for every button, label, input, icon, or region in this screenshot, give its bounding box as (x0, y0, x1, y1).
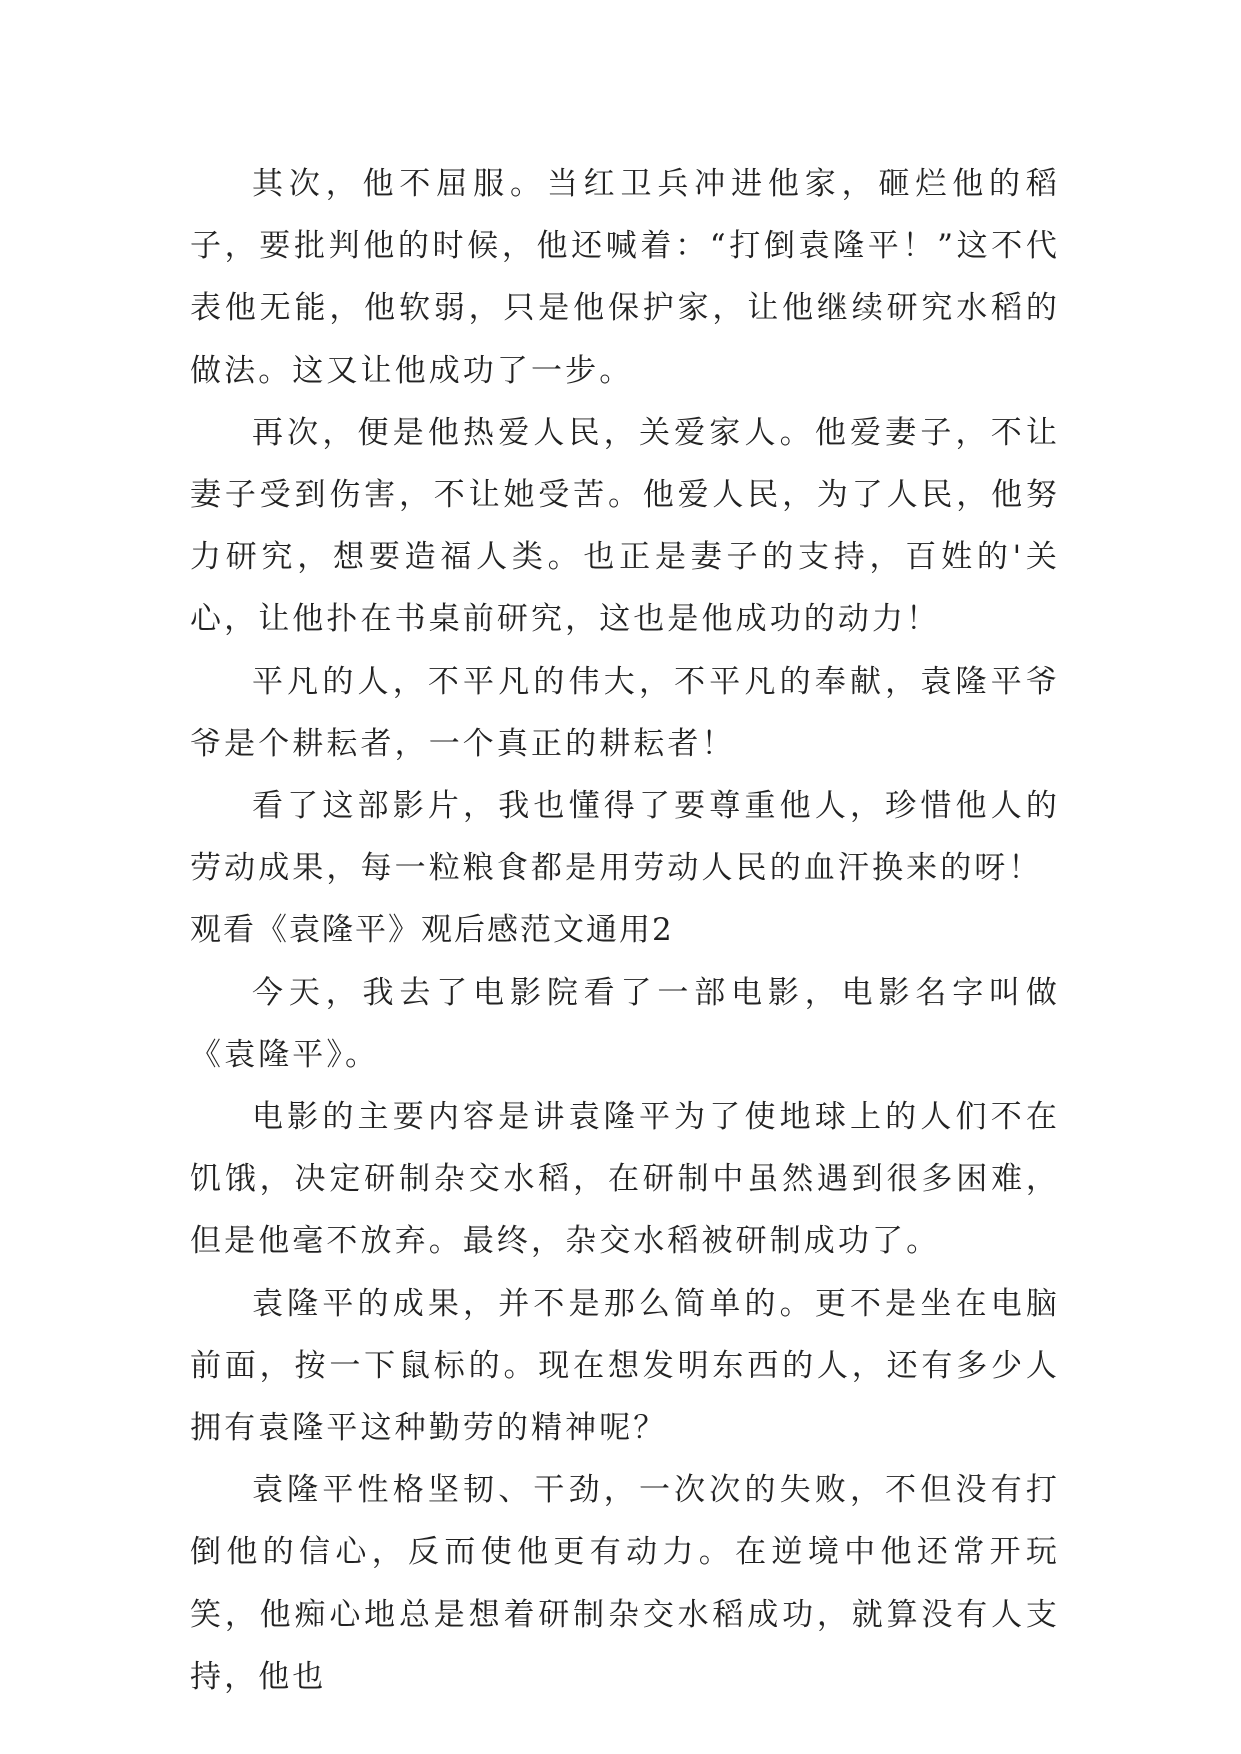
paragraph-ordinary-greatness: 平凡的人，不平凡的伟大，不平凡的奉献，袁隆平爷爷是个耕耘者，一个真正的耕耘者！ (190, 663, 1060, 762)
paragraph-perseverance: 其次，他不屈服。当红卫兵冲进他家，砸烂他的稻子，要批判他的时候，他还喊着：“打倒袁隆平！”这不代表他无能，他软弱，只是他保护家，让他继续研究水稻的做法。这又让他成功了一步。 (190, 166, 1060, 389)
paragraph-love-for-people: 再次，便是他热爱人民，关爱家人。他爱妻子，不让妻子受到伤害，不让她受苦。他爱人民，为了人民，他努力研究，想要造福人类。也正是妻子的支持，百姓的'关心，让他扑在书桌前研究，这也是他成功的动力！ (190, 414, 1060, 638)
paragraph-reflection: 看了这部影片，我也懂得了要尊重他人，珍惜他人的劳动成果，每一粒粮食都是用劳动人民的血汗换来的呀！ (190, 788, 1060, 887)
section-heading: 观看《袁隆平》观后感范文通用2 (190, 912, 674, 949)
paragraph-achievement: 袁隆平的成果，并不是那么简单的。更不是坐在电脑前面，按一下鼠标的。现在想发明东西的人，还有多少人拥有袁隆平这种勤劳的精神呢？ (190, 1285, 1060, 1447)
paragraph-cinema-visit: 今天，我去了电影院看了一部电影，电影名字叫做《袁隆平》。 (190, 974, 1060, 1073)
document-body (190, 153, 1060, 1708)
paragraph-film-summary: 电影的主要内容是讲袁隆平为了使地球上的人们不在饥饿，决定研制杂交水稻，在研制中虽然遇到很多困难，但是他毫不放弃。最终，杂交水稻被研制成功了。 (190, 1099, 1060, 1260)
paragraph-character: 袁隆平性格坚韧、干劲，一次次的失败，不但没有打倒他的信心，反而使他更有动力。在逆境中他还常开玩笑，他痴心地总是想着研制杂交水稻成功，就算没有人支持，他也 (190, 1472, 1060, 1695)
